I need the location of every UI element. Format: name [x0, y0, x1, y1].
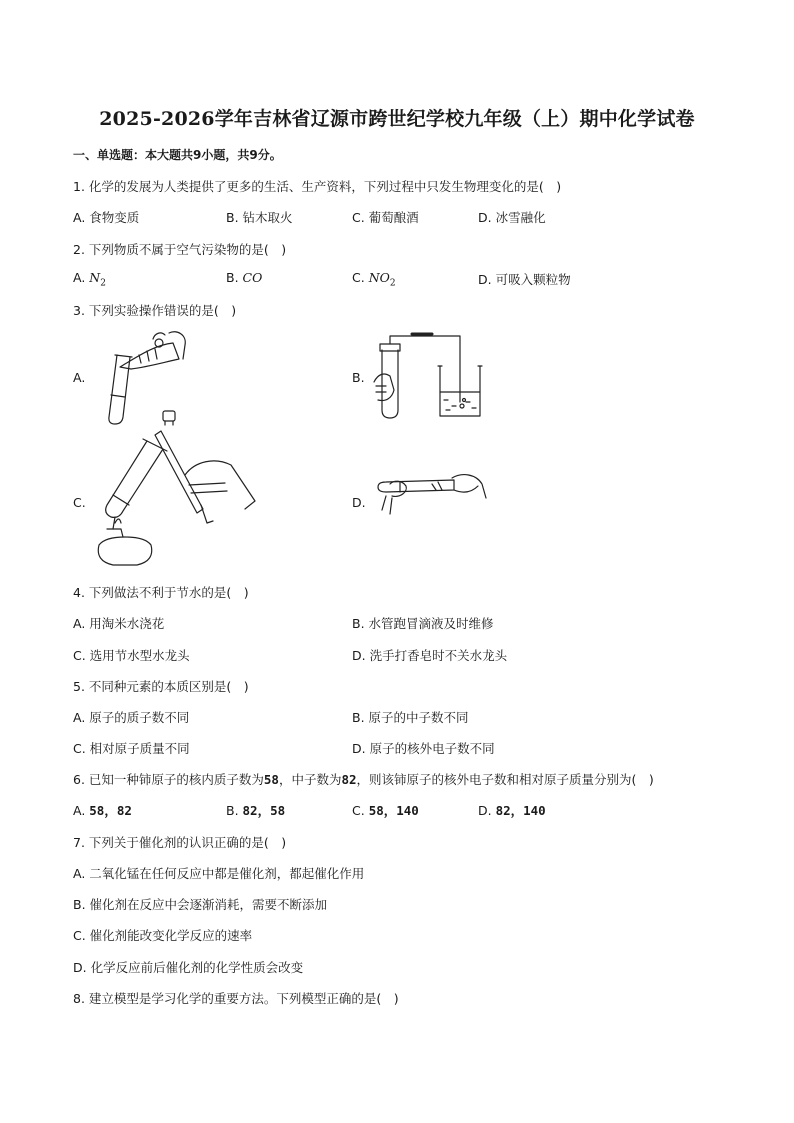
q1-option-a: A. 食物变质	[73, 210, 140, 225]
question-8-stem: 8. 建立模型是学习化学的重要方法。下列模型正确的是( )	[73, 991, 399, 1006]
q4-option-d: D. 洗手打香皂时不关水龙头	[352, 648, 508, 663]
shaking-test-tube-illustration	[372, 470, 490, 528]
heating-liquid-illustration	[85, 405, 260, 570]
question-5-stem: 5. 不同种元素的本质区别是( )	[73, 679, 249, 694]
q2-option-a: A. $N_2$	[73, 270, 106, 289]
question-7-stem: 7. 下列关于催化剂的认识正确的是( )	[73, 835, 287, 850]
question-1-stem: 1. 化学的发展为人类提供了更多的生活、生产资料，下列过程中只发生物理变化的是( )	[73, 179, 562, 194]
q1-option-b: B. 钻木取火	[226, 210, 293, 225]
q4-option-a: A. 用淘米水浇花	[73, 616, 165, 631]
q4-option-c: C. 选用节水型水龙头	[73, 648, 190, 663]
question-6-stem: 6. 已知一种铈原子的核内质子数为58，中子数为82，则该铈原子的核外电子数和相对原子质量分别为( )	[73, 772, 654, 787]
q2-option-c: C. $NO_2$	[352, 270, 396, 289]
q1-option-c: C. 葡萄酿酒	[352, 210, 419, 225]
q3-option-b-label: B.	[352, 370, 365, 385]
question-4-stem: 4. 下列做法不利于节水的是( )	[73, 585, 249, 600]
q2-option-d: D. 可吸入颗粒物	[478, 272, 571, 287]
airtightness-check-illustration	[372, 330, 490, 420]
section-heading: 一、单选题：本大题共9小题，共9分。	[73, 148, 282, 162]
q7-option-d: D. 化学反应前后催化剂的化学性质会改变	[73, 960, 304, 975]
q5-option-c: C. 相对原子质量不同	[73, 741, 190, 756]
q4-option-b: B. 水管跑冒滴液及时维修	[352, 616, 494, 631]
q7-option-a: A. 二氧化锰在任何反应中都是催化剂，都起催化作用	[73, 866, 365, 881]
q5-option-b: B. 原子的中子数不同	[352, 710, 469, 725]
page-title: 2025-2026学年吉林省辽源市跨世纪学校九年级（上）期中化学试卷	[99, 108, 695, 130]
q2-option-b: B. CO	[226, 270, 263, 285]
q5-option-a: A. 原子的质子数不同	[73, 710, 190, 725]
question-3-stem: 3. 下列实验操作错误的是( )	[73, 303, 237, 318]
question-2-stem: 2. 下列物质不属于空气污染物的是( )	[73, 242, 287, 257]
q6-option-a: A. 58，82	[73, 803, 132, 818]
q7-option-c: C. 催化剂能改变化学反应的速率	[73, 928, 253, 943]
q1-option-d: D. 冰雪融化	[478, 210, 546, 225]
q6-option-b: B. 82，58	[226, 803, 286, 818]
q6-option-d: D. 82，140	[478, 803, 546, 818]
q7-option-b: B. 催化剂在反应中会逐渐消耗，需要不断添加	[73, 897, 328, 912]
q3-option-a-label: A.	[73, 370, 86, 385]
q3-option-d-label: D.	[352, 495, 366, 510]
q5-option-d: D. 原子的核外电子数不同	[352, 741, 495, 756]
q3-option-c-label: C.	[73, 495, 86, 510]
q6-option-c: C. 58，140	[352, 803, 419, 818]
